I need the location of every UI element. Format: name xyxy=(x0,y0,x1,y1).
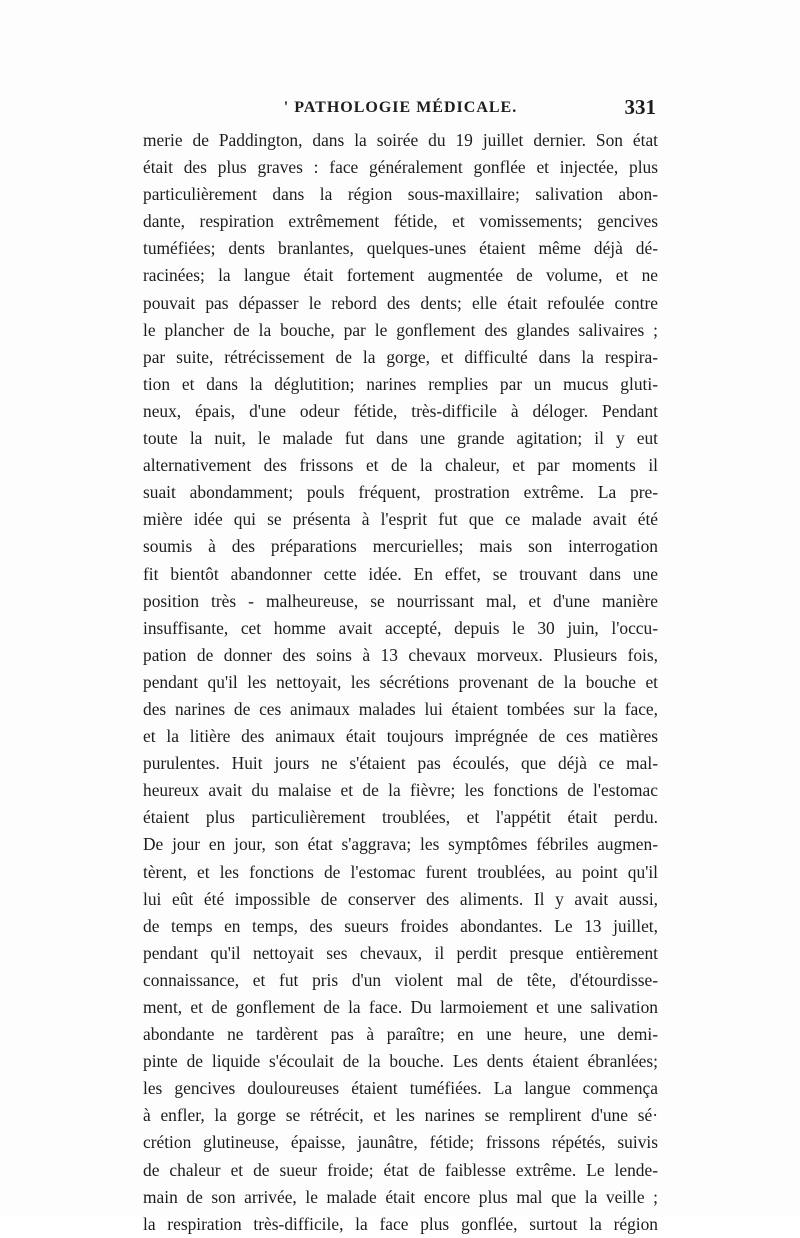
text-line: crétion glutineuse, épaisse, jaunâtre, fétide; frissons répétés, suivis xyxy=(143,1132,658,1153)
text-line: par suite, rétrécissement de la gorge, et difficulté dans la respira- xyxy=(143,346,658,367)
text-line: alternativement des frissons et de la chaleur, et par moments il xyxy=(143,455,658,476)
text-line: tion et dans la déglutition; narines remplies par un mucus gluti- xyxy=(143,373,658,394)
text-line: position très - malheureuse, se nourrissant mal, et d'une manière xyxy=(143,590,658,611)
text-line: De jour en jour, son état s'aggrava; les symptômes fébriles augmen- xyxy=(143,834,658,855)
text-line: soumis à des préparations mercurielles; mais son interrogation xyxy=(143,536,658,557)
text-line: heureux avait du malaise et de la fièvre; les fonctions de l'estomac xyxy=(143,780,658,801)
text-line: tuméfiées; dents branlantes, quelques-unes étaient même déjà dé- xyxy=(143,238,658,259)
text-line: et la litière des animaux était toujours imprégnée de ces matières xyxy=(143,726,658,747)
text-line: ment, et de gonflement de la face. Du larmoiement et une salivation xyxy=(143,997,658,1017)
text-line: racinées; la langue était fortement augmentée de volume, et ne xyxy=(143,265,658,286)
text-line: à enfler, la gorge se rétrécit, et les narines se remplirent d'une sé· xyxy=(143,1105,658,1126)
text-line: purulentes. Huit jours ne s'étaient pas écoulés, que déjà ce mal- xyxy=(143,753,658,774)
text-line: toute la nuit, le malade fut dans une grande agitation; il y eut xyxy=(143,428,658,449)
text-line: pation de donner des soins à 13 chevaux morveux. Plusieurs fois, xyxy=(143,644,658,665)
text-line: étaient plus particulièrement troublées, et l'appétit était perdu. xyxy=(143,807,658,828)
text-line: le plancher de la bouche, par le gonflement des glandes salivaires ; xyxy=(143,319,658,340)
text-line: suait abondamment; pouls fréquent, prostration extrême. La pre- xyxy=(143,482,658,503)
text-line: connaissance, et fut pris d'un violent mal de tête, d'étourdisse- xyxy=(143,969,658,990)
text-line: particulièrement dans la région sous-maxillaire; salivation abon- xyxy=(143,184,658,205)
text-line: main de son arrivée, le malade était encore plus mal que la veille ; xyxy=(143,1186,658,1207)
text-line: dante, respiration extrêmement fétide, et vomissements; gencives xyxy=(143,211,658,232)
text-line: pendant qu'il nettoyait ses chevaux, il perdit presque entièrement xyxy=(143,942,658,963)
text-line: de chaleur et de sueur froide; état de faiblesse extrême. Le lende- xyxy=(143,1159,658,1180)
text-line: mière idée qui se présenta à l'esprit fut que ce malade avait été xyxy=(143,509,658,530)
text-line: la respiration très-difficile, la face plus gonflée, surtout la région xyxy=(143,1213,658,1234)
text-line: des narines de ces animaux malades lui étaient tombées sur la face, xyxy=(143,698,658,719)
text-line: pendant qu'il les nettoyait, les sécrétions provenant de la bouche et xyxy=(143,671,658,692)
text-line: pinte de liquide s'écoulait de la bouche. Les dents étaient ébranlées; xyxy=(143,1051,658,1072)
text-line: les gencives douloureuses étaient tuméfiées. La langue commença xyxy=(143,1078,658,1099)
text-line: neux, épais, d'une odeur fétide, très-difficile à déloger. Pendant xyxy=(143,400,658,421)
text-line: était des plus graves : face généralement gonflée et injectée, plus xyxy=(143,157,658,178)
text-line: fit bientôt abandonner cette idée. En effet, se trouvant dans une xyxy=(143,563,658,584)
text-line: pouvait pas dépasser le rebord des dents; elle était refoulée contre xyxy=(143,292,658,313)
text-line: tèrent, et les fonctions de l'estomac furent troublées, au point qu'il xyxy=(143,861,658,882)
text-line: abondante ne tardèrent pas à paraître; en une heure, une demi- xyxy=(143,1024,658,1045)
text-line: de temps en temps, des sueurs froides abondantes. Le 13 juillet, xyxy=(143,915,658,936)
text-line: insuffisante, cet homme avait accepté, depuis le 30 juin, l'occu- xyxy=(143,617,658,638)
page-number: 331 xyxy=(624,95,656,119)
text-line: lui eût été impossible de conserver des aliments. Il y avait aussi, xyxy=(143,888,658,909)
body-text xyxy=(143,127,658,1238)
running-title: ' PATHOLOGIE MÉDICALE. xyxy=(283,99,518,116)
running-head xyxy=(143,95,658,125)
text-line: merie de Paddington, dans la soirée du 19 juillet dernier. Son état xyxy=(143,130,658,150)
